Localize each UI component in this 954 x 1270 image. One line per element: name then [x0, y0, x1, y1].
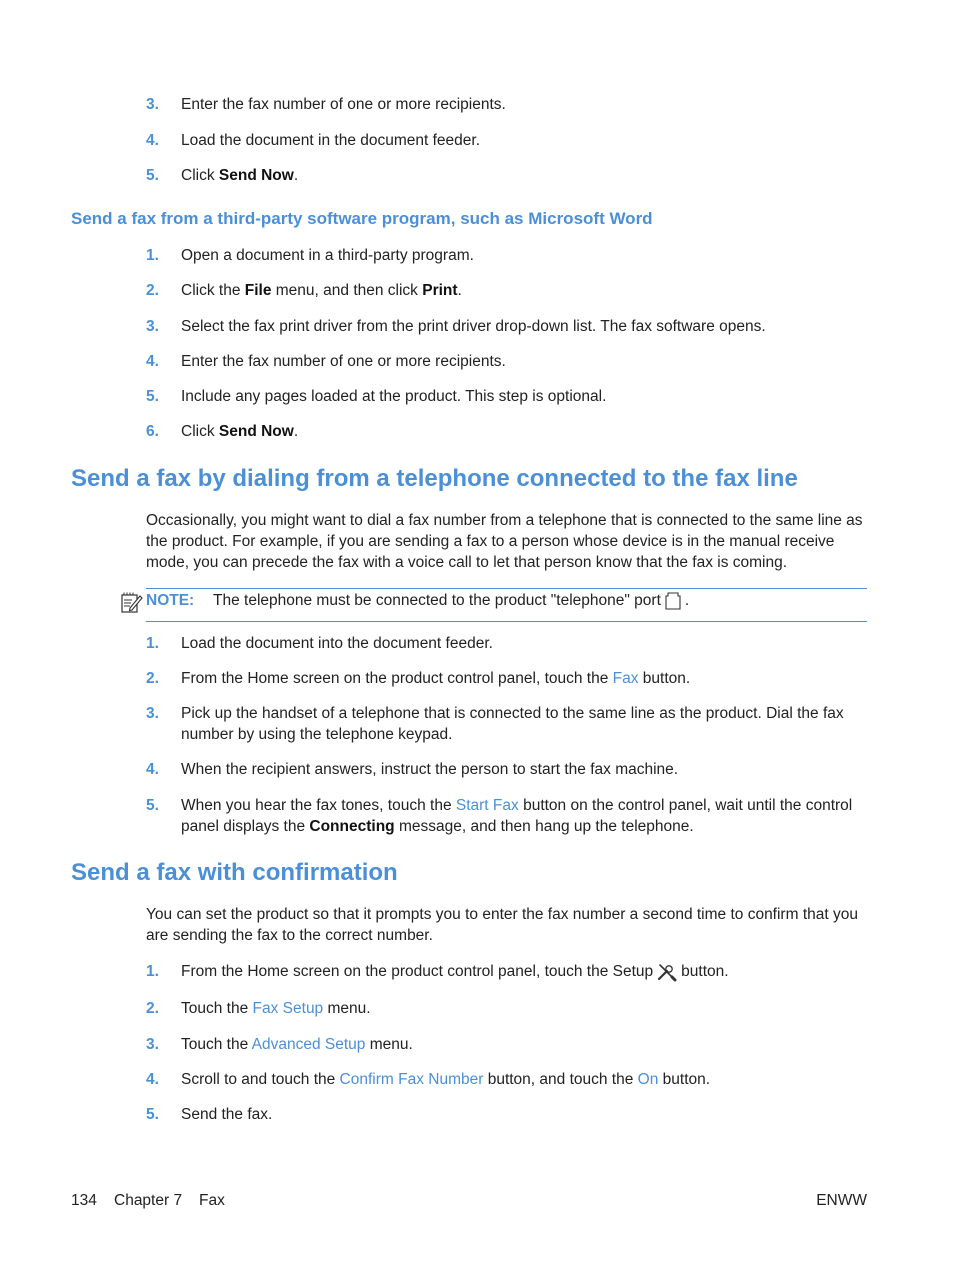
step-text-post: message, and then hang up the telephone. [394, 818, 694, 835]
list-item [146, 1034, 868, 1055]
list-item [146, 316, 868, 337]
step-number: 3. [146, 1036, 159, 1053]
step-text [181, 795, 868, 837]
step-text: Open a document in a third-party program. [181, 247, 474, 264]
step-text [181, 1034, 868, 1055]
fax-setup-menu-label: Fax Setup [252, 1000, 324, 1017]
note-label: NOTE: [146, 592, 195, 609]
on-button-label: On [637, 1071, 659, 1088]
step-number: 4. [146, 132, 159, 149]
step-text: Select the fax print driver from the print driver drop-down list. The fax software opens. [181, 318, 766, 335]
dialing-intro: Occasionally, you might want to dial a fax number from a telephone that is connected to the same line as the product. For example, if you are sending a fax to a person whose device is in the manual receive mode, you can precede the fax with a voice call to let that person know that the fax is coming. [146, 512, 863, 571]
step-text-pre: From the Home screen on the product control panel, touch the [181, 670, 613, 687]
step-text-mid: button, and touch the [483, 1071, 638, 1088]
step-text: Load the document in the document feeder. [181, 132, 481, 149]
step-text [181, 280, 868, 301]
step-text [181, 1069, 868, 1090]
step-text-mid: menu, and then click [271, 282, 423, 299]
list-item [146, 165, 868, 186]
footer-chapter-title: Fax [199, 1192, 225, 1209]
list-item [146, 130, 868, 151]
step-text: Enter the fax number of one or more recipients. [181, 353, 506, 370]
section-heading-third-party: Send a fax from a third-party software program, such as Microsoft Word [71, 209, 653, 228]
step-number: 1. [146, 963, 159, 980]
send-now-label: Send Now [218, 167, 294, 184]
step-number: 1. [146, 247, 159, 264]
step-text-post: button. [638, 670, 691, 687]
step-text-post: . [293, 423, 299, 440]
step-text-mid: button on the control panel, wait until the control panel displays the [181, 797, 853, 835]
step-number: 4. [146, 761, 159, 778]
list-item [146, 633, 868, 654]
list-item [146, 280, 868, 301]
step-text-pre: From the Home screen on the product control panel, touch the Setup [181, 963, 654, 980]
note-end: . [684, 592, 690, 609]
step-text-post: button. [658, 1071, 711, 1088]
step-text [181, 998, 868, 1019]
connecting-label: Connecting [309, 818, 395, 835]
list-item [146, 1069, 868, 1090]
list-item [146, 703, 868, 745]
telephone-port-icon [664, 591, 682, 611]
step-text-post: . [293, 167, 299, 184]
print-label: Print [422, 282, 458, 299]
step-number: 3. [146, 318, 159, 335]
section-heading-confirmation: Send a fax with confirmation [71, 859, 398, 886]
note-text [213, 590, 689, 611]
step-text-pre: Click [181, 167, 219, 184]
list-item [146, 351, 868, 372]
list-item [146, 1104, 868, 1125]
step-text: Load the document into the document feeder. [181, 635, 493, 652]
confirm-fax-number-label: Confirm Fax Number [339, 1071, 484, 1088]
step-number: 2. [146, 282, 159, 299]
list-item [146, 795, 868, 837]
confirmation-intro: You can set the product so that it prompts you to enter the fax number a second time to confirm that you are sending the fax to the correct number. [146, 906, 858, 944]
step-number: 5. [146, 1106, 159, 1123]
list-item [146, 759, 868, 780]
setup-tools-icon [656, 962, 678, 982]
list-item [146, 245, 868, 266]
step-text-pre: Touch the [181, 1036, 252, 1053]
step-number: 3. [146, 96, 159, 113]
step-text: When the recipient answers, instruct the person to start the fax machine. [181, 761, 679, 778]
step-number: 4. [146, 1071, 159, 1088]
footer-code: ENWW [816, 1192, 867, 1209]
send-now-label: Send Now [218, 423, 294, 440]
step-number: 5. [146, 167, 159, 184]
file-menu-label: File [244, 282, 272, 299]
section-heading-dialing: Send a fax by dialing from a telephone connected to the fax line [71, 465, 798, 492]
step-text-pre: Touch the [181, 1000, 253, 1017]
list-item [146, 998, 868, 1019]
step-number: 2. [146, 1000, 159, 1017]
step-number: 6. [146, 423, 159, 440]
step-text-pre: Scroll to and touch the [181, 1071, 340, 1088]
step-number: 3. [146, 705, 159, 722]
start-fax-button-label: Start Fax [455, 797, 519, 814]
step-text [181, 668, 868, 689]
step-text [181, 421, 868, 442]
list-item [146, 961, 868, 982]
step-text-post: menu. [323, 1000, 371, 1017]
step-text: Enter the fax number of one or more recipients. [181, 96, 506, 113]
step-number: 2. [146, 670, 159, 687]
step-number: 5. [146, 797, 159, 814]
note-pad-icon [119, 591, 143, 615]
step-text: Pick up the handset of a telephone that is connected to the same line as the product. Dial the fax number by using the telephone keypad. [181, 705, 844, 743]
note-box [146, 588, 867, 622]
footer-page-number: 134 [71, 1192, 97, 1209]
step-number: 4. [146, 353, 159, 370]
step-text [181, 961, 868, 982]
list-item [146, 386, 868, 407]
step-text-pre: Click [181, 423, 219, 440]
step-text-post: menu. [365, 1036, 413, 1053]
step-text-pre: Click the [181, 282, 245, 299]
step-number: 5. [146, 388, 159, 405]
step-text: Include any pages loaded at the product. This step is optional. [181, 388, 607, 405]
list-item [146, 94, 868, 115]
step-text [181, 165, 868, 186]
note-sentence: The telephone must be connected to the product "telephone" port [213, 592, 661, 609]
step-text-post: button. [681, 963, 729, 980]
list-item [146, 668, 868, 689]
fax-button-label: Fax [612, 670, 639, 687]
step-text-pre: When you hear the fax tones, touch the [181, 797, 456, 814]
step-number: 1. [146, 635, 159, 652]
step-text-post: . [457, 282, 462, 299]
step-text: Send the fax. [181, 1106, 273, 1123]
footer-chapter: Chapter 7 [114, 1192, 183, 1209]
advanced-setup-menu-label: Advanced Setup [251, 1036, 366, 1053]
list-item [146, 421, 868, 442]
